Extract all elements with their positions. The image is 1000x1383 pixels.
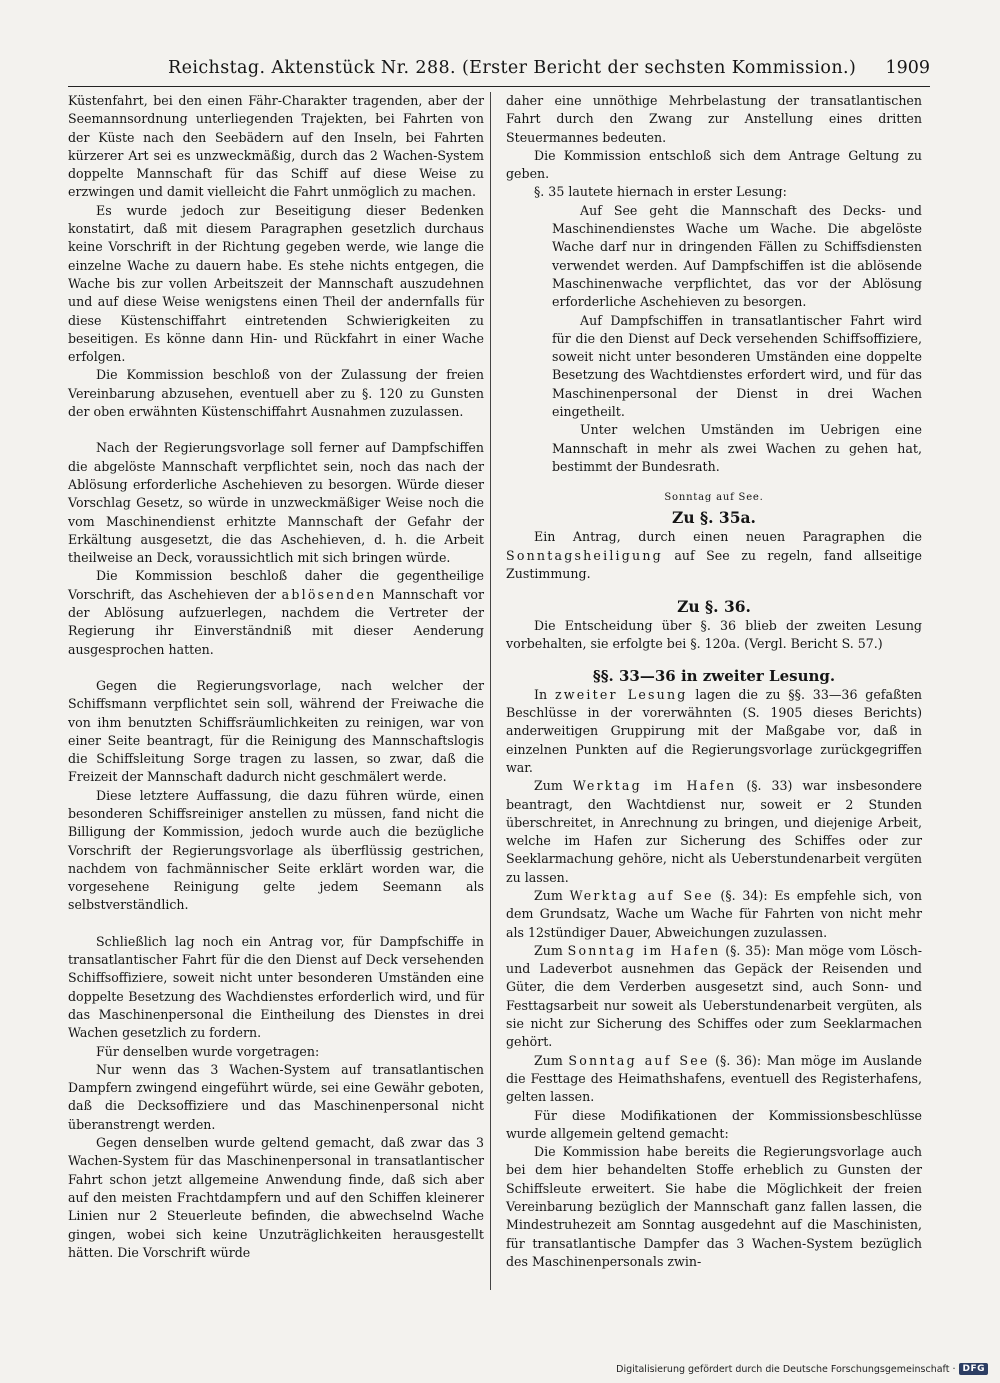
footer-text: Digitalisierung gefördert durch die Deutsche Forschungsgemeinschaft · xyxy=(616,1363,956,1375)
text-run: Die Kommission beschloß daher die gegentheilige Vorschrift, das Aschehieven der xyxy=(68,568,484,602)
emphasized-text: Sonntag auf See xyxy=(568,1052,710,1068)
text-run: Zum xyxy=(534,887,570,903)
paragraph: Es wurde jedoch zur Beseitigung dieser Bedenken konstatirt, daß mit diesem Paragraphen gesetzlich durchaus keine Vorschrift in der Richtung gegeben werde, wie lange die einzelne Wache zu dauern habe. Es stehe nichts entgegen, die Wache bis zur vollen Arbeitszeit der Mannschaft auszudehnen und auf diese Weise wenigstens einen Theil der andernfalls für diese Küstenschiffahrt eintretenden Schwierigkeiten zu beseitigen. Es könne dann Hin- und Rückfahrt in einer Wache erfolgen. xyxy=(68,202,484,365)
emphasized-text: Sonntagsheiligung xyxy=(506,547,663,563)
paragraph: Schließlich lag noch ein Antrag vor, für Dampfschiffe in transatlantischer Fahrt für die den Dienst auf Deck versehenden Schiffsoffiziere, soweit nicht unter besonderen Umständen eine doppelte Besetzung des Wachdienstes erforderlich wird, und für das Maschinenpersonal die Eintheilung des Dienstes in drei Wachen gesetzlich zu fordern. xyxy=(68,933,484,1041)
paragraph: Küstenfahrt, bei den einen Fähr-Charakter tragenden, aber der Seemannsordnung unterliegenden Trajekten, bei Fahrten von der Küste nach den Seebädern auf den Inseln, bei Fahrten kürzerer Art sei es unzweckmäßig, durch das 2 Wachen-System doppelte Mannschaft für das Schiff auf diese Weise zu erzwingen und damit vielleicht die Fahrt unmöglich zu machen. xyxy=(68,93,484,200)
paragraph xyxy=(506,887,922,942)
quoted-paragraph: Unter welchen Umständen im Uebrigen eine Mannschaft in mehr als zwei Wachen zu gehen hat, bestimmt der Bundesrath. xyxy=(552,422,922,474)
text-run: (§. 34): Es empfehle sich, von dem Grundsatz, Wache um Wache für Fahrten von nicht mehr als 12stündiger Dauer, Abweichungen zuzulassen. xyxy=(506,887,922,940)
section-subheading: Sonntag auf See. xyxy=(664,492,764,504)
page-number: 1909 xyxy=(885,58,930,78)
paragraph xyxy=(506,777,922,887)
text-run: Zum xyxy=(534,778,573,794)
text-run: (§. 33) war insbesondere beantragt, den Wachtdienst nur, soweit er 2 Stunden überschreitet, in Anrechnung zu bringen, und diejenige Arbeit, welche im Hafen zur Sicherung des Schiffes oder zur Seeklarmachung gehöre, nicht als Ueberstundenarbeit vergüten zu lassen. xyxy=(506,778,923,885)
emphasized-text: Werktag auf See xyxy=(569,887,714,903)
paragraph: Für diese Modifikationen der Kommissionsbeschlüsse wurde allgemein geltend gemacht: xyxy=(506,1107,922,1141)
text-run: lagen die zu §§. 33—36 gefaßten Beschlüsse in der vorerwähnten (S. 1905 dieses Berichts) anderweitigen Gruppirung mit der Maßgabe vor, daß in einzelnen Punkten auf die Regierungsvorlage zurückgegriffen war. xyxy=(506,686,923,775)
text-run: In xyxy=(534,686,555,702)
paragraph xyxy=(506,528,922,583)
text-run: (§. 35): Man möge vom Lösch- und Ladeverbot ausnehmen das Gepäck der Reisenden und Güter, die dem Verderben ausgesetzt sind, auch Sonn- und Festtagsarbeit nur soweit als Ueberstundenarbeit vergüten, als sie nicht zur Sicherung des Schiffes oder zum Seeklarmachen gehört. xyxy=(506,942,922,1050)
emphasized-text: Sonntag im Hafen xyxy=(567,942,721,958)
emphasized-text: zweiter Lesung xyxy=(554,686,688,702)
paragraph xyxy=(68,567,484,658)
page-header xyxy=(68,56,930,87)
quoted-paragraph: Auf See geht die Mannschaft des Decks- und Maschinendienstes Wache um Wache. Die abgelöste Wache darf nur in dringenden Fällen zu Schiffsdiensten verwendet werden. Auf Dampfschiffen ist die ablösende Maschinenwache verpflichtet, das vor der Ablösung erforderliche Aschehieven zu besorgen. xyxy=(552,202,922,310)
paragraph: Diese letztere Auffassung, die dazu führen würde, einen besonderen Schiffsreiniger anstellen zu müssen, fand nicht die Billigung der Kommission, jedoch wurde auch die bezügliche Vorschrift der Regierungsvorlage als überflüssig gestrichen, nachdem von fachmännischer Seite erklärt worden war, die vorgesehene Reinigung gelte jedem Seemann als selbstverständlich. xyxy=(68,787,484,913)
quoted-paragraph: Auf Dampfschiffen in transatlantischer Fahrt wird für die den Dienst auf Deck versehenden Schiffsoffiziere, soweit nicht unter besonderen Umständen eine doppelte Besetzung des Wachtdienstes erfordert wird, und für das Maschinenpersonal der Dienst in drei Wachen eingetheilt. xyxy=(552,312,922,420)
paragraph: §. 35 lautete hiernach in erster Lesung: xyxy=(534,184,787,200)
emphasized-text: ablösenden xyxy=(281,586,377,602)
paragraph xyxy=(506,686,922,777)
text-run: Zum xyxy=(534,1052,569,1068)
paragraph: Die Kommission entschloß sich dem Antrage Geltung zu geben. xyxy=(506,147,922,182)
paragraph: Für denselben wurde vorgetragen: xyxy=(96,1043,320,1059)
text-run: (§. 36): Man möge im Auslande die Festtage des Heimathshafens, eventuell des Registerhafens, gelten lassen. xyxy=(506,1052,922,1105)
digitization-footer xyxy=(616,1363,988,1375)
paragraph: Die Kommission habe bereits die Regierungsvorlage auch bei dem hier behandelten Stoffe erheblich zu Gunsten der Schiffsleute erweitert. Sie habe die Möglichkeit der freien Vereinbarung bezüglich der Mannschaft ganz fallen lassen, die Mindestruhezeit am Sonntag ausgedehnt auf die Maschinisten, für transatlantische Dampfer das 3 Wachen-System bezüglich des Maschinenpersonals zwin- xyxy=(506,1144,922,1269)
paragraph: Die Entscheidung über §. 36 blieb der zweiten Lesung vorbehalten, sie erfolgte bei §. 120a. (Vergl. Bericht S. 57.) xyxy=(506,618,922,652)
paragraph xyxy=(506,942,922,1052)
text-run: Zum xyxy=(534,942,568,958)
left-column xyxy=(68,92,484,1262)
paragraph: Die Kommission beschloß von der Zulassung der freien Vereinbarung abzusehen, eventuell aber zu §. 120 zu Gunsten der oben erwähnten Küstenschiffahrt Ausnahmen zuzulassen. xyxy=(68,367,484,420)
paragraph: Gegen die Regierungsvorlage, nach welcher der Schiffsmann verpflichtet sein soll, während der Freiwache die von ihm benutzten Schiffsräumlichkeiten zu reinigen, war von einer Seite beantragt, für die Reinigung des Mannschaftslogis die Schiffsleitung Sorge tragen zu lassen, so zwar, daß die Freizeit der Mannschaft dadurch nicht geschmälert werde. xyxy=(68,677,484,785)
paragraph xyxy=(506,1052,922,1107)
text-run: Ein Antrag, durch einen neuen Paragraphen die xyxy=(534,529,922,545)
paragraph: Gegen denselben wurde geltend gemacht, daß zwar das 3 Wachen-System für das Maschinenpersonal in transatlantischer Fahrt schon jetzt allgemeine Anwendung finde, daß sich aber auf den meisten Frachtdampfern und auf den Schiffen kleinerer Linien nur 2 Steuerleute befinden, die abwechselnd Wache gingen, wobei sich keine Unzuträglichkeiten herausgestellt hätten. Die Vorschrift würde xyxy=(68,1135,484,1260)
paragraph: Nur wenn das 3 Wachen-System auf transatlantischen Dampfern zwingend eingeführt würde, sei eine Gewähr geboten, daß die Decksoffiziere und das Maschinenpersonal nicht überanstrengt werden. xyxy=(68,1061,484,1132)
section-heading: §§. 33—36 in zweiter Lesung. xyxy=(592,666,836,685)
paragraph: daher eine unnöthige Mehrbelastung der transatlantischen Fahrt durch den Zwang zur Anstellung eines dritten Steuermannes bedeuten. xyxy=(506,93,922,145)
column-divider xyxy=(490,92,491,1290)
running-title: Reichstag. Aktenstück Nr. 288. (Erster Bericht der sechsten Kommission.) xyxy=(168,58,857,78)
right-column xyxy=(506,92,922,1271)
section-heading: Zu §. 36. xyxy=(677,597,751,617)
text-run: auf See zu regeln, fand allseitige Zustimmung. xyxy=(506,547,922,581)
emphasized-text: Werktag im Hafen xyxy=(572,778,737,794)
section-heading: Zu §. 35a. xyxy=(672,508,756,528)
text-run: Mannschaft vor der Ablösung aufzuerlegen, nachdem die Vertreter der Regierung ihr Einverständniß mit dieser Aenderung ausgesprochen hatten. xyxy=(68,586,484,657)
paragraph: Nach der Regierungsvorlage soll ferner auf Dampfschiffen die abgelöste Mannschaft verpflichtet sein, noch das nach der Ablösung erforderliche Aschehieven zu besorgen. Würde dieser Vorschlag Gesetz, so würde in unzweckmäßiger Weise noch die vom Maschinendienst erhitzte Mannschaft der Gefahr der Erkältung ausgesetzt, die das Aschehieven, d. h. die Arbeit theilweise an Deck, voraussichtlich mit sich bringen würde. xyxy=(68,440,484,566)
dfg-logo-icon: DFG xyxy=(959,1363,988,1375)
